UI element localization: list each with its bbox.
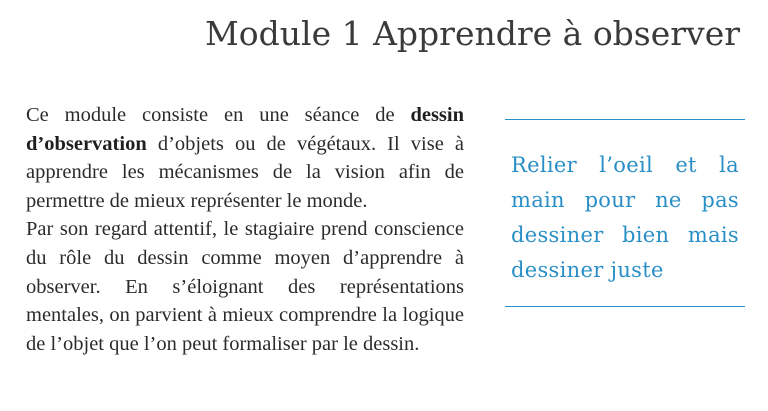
page-title: Module 1 Apprendre à observer — [205, 14, 740, 53]
body-text — [26, 101, 464, 358]
pullquote-top-rule — [505, 119, 745, 120]
pullquote-text: Relier l’oeil et la main pour ne pas dessiner bien mais dessiner juste — [511, 153, 739, 282]
paragraph-intro-start: Ce module consiste en une séance de — [26, 104, 411, 126]
pullquote-bottom-rule — [505, 306, 745, 307]
paragraph-regard: Par son regard attentif, le stagiaire prend conscience du rôle du dessin comme moyen d’apprendre à observer. En s’éloignant des représentations mentales, on parvient à mieux comprendre la logique de l’objet que l’on peut formaliser par le dessin. — [26, 218, 464, 355]
paragraph-intro — [26, 101, 464, 215]
paragraph-intro-end: d’objets ou de végétaux. Il vise à apprendre les mécanismes de la vision afin de permettre de mieux représenter le monde. — [26, 132, 464, 212]
emphasis-dessin-observation: dessin d’observation — [26, 104, 464, 155]
